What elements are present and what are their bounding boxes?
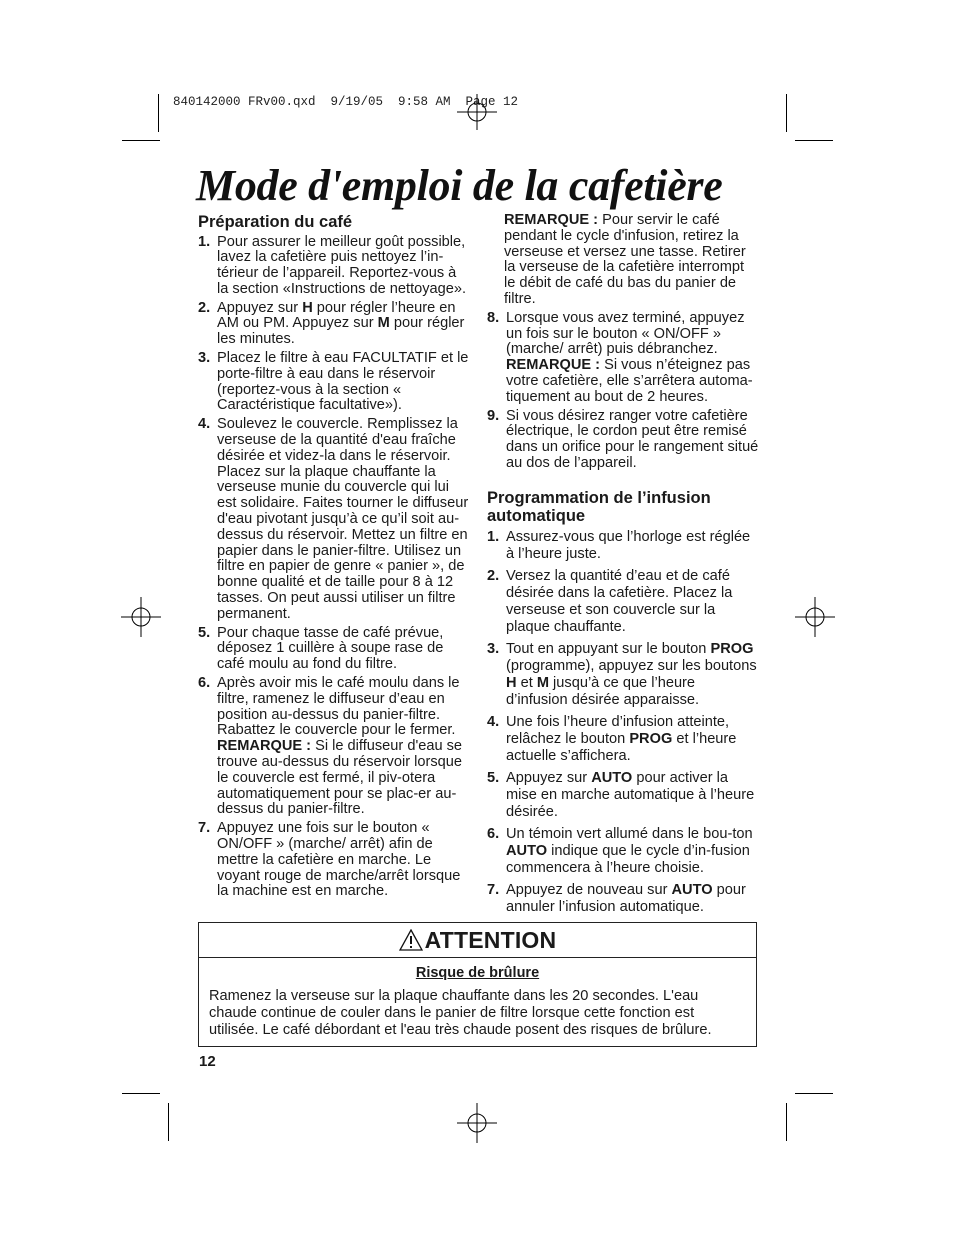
step-number: 7.: [198, 820, 211, 837]
step-number: 6.: [198, 675, 211, 692]
step-number: 1.: [487, 528, 500, 545]
preparation-steps-list: [198, 235, 470, 901]
attention-header: [199, 923, 756, 958]
programmation-steps-list: [487, 529, 759, 916]
step-number: 6.: [487, 825, 500, 842]
registration-mark-icon: [457, 1103, 497, 1143]
registration-mark-icon: [457, 92, 497, 132]
warning-triangle-icon: [399, 929, 423, 951]
step-text: Appuyez sur: [217, 299, 303, 316]
list-item: [487, 641, 759, 709]
list-item: [198, 676, 470, 818]
page-number: 12: [199, 1053, 216, 1070]
list-item: [487, 529, 759, 563]
step-text: Assurez-vous que l’horloge est réglée à l’heure juste.: [506, 528, 751, 562]
step-text: pour activer la mise en marche automatique à l’heure désirée.: [506, 769, 755, 820]
step-text: Si vous désirez ranger votre cafetière électrique, le cordon peut être remisé dans un orifice pour le rangement situé au dos de l’appareil.: [506, 407, 759, 471]
attention-body: Ramenez la verseuse sur la plaque chauffante dans les 20 secondes. L'eau chaude continue de couler dans le panier de filtre lorsque cette fonction est utilisée. Le café débordant et l'eau très chaude posent des risques de brûlure.: [209, 988, 712, 1038]
step-number: 3.: [198, 350, 211, 367]
crop-mark: [786, 94, 787, 132]
step-text: Appuyez une fois sur le bouton « ON/OFF » (marche/ arrêt) afin de mettre la cafetière en marche. Le voyant rouge de marche/arrêt lorsque la machine est en marche.: [217, 820, 461, 900]
crop-mark: [122, 1093, 160, 1094]
button-name: H: [506, 674, 517, 691]
note-text: Si le diffuseur d'eau se trouve au-dessus du réservoir lorsque le couvercle est fermé, il piv-otera automatiquement pour se plac-er au-dessus du panier-filtre.: [217, 738, 463, 818]
note-label: REMARQUE :: [217, 738, 312, 755]
note-label: REMARQUE :: [506, 357, 601, 374]
step-number: 9.: [487, 407, 500, 424]
attention-subheading: Risque de brûlure: [415, 965, 540, 981]
step-text: Pour chaque tasse de café prévue, déposez 1 cuillère à soupe rase de café moulu au fond du filtre.: [217, 624, 444, 673]
step-text: Une fois l’heure d’infusion atteinte, relâchez le bouton: [506, 713, 730, 747]
list-item: [198, 235, 470, 298]
step-text: jusqu’à ce que l’heure d’infusion désirée apparaisse.: [506, 674, 700, 708]
step-note: [506, 358, 759, 405]
preparation-steps-continued-list: [487, 311, 759, 472]
printer-slug: 840142000 FRv00.qxd 9/19/05 9:58 AM Page 12: [173, 95, 519, 109]
registration-mark-icon: [795, 597, 835, 637]
step-note: [217, 739, 470, 818]
button-name: PROG: [629, 730, 673, 747]
step-text: Appuyez de nouveau sur: [506, 881, 672, 898]
crop-mark: [122, 140, 160, 141]
note-paragraph: [487, 213, 759, 308]
crop-mark: [795, 1093, 833, 1094]
page-title: Mode d'emploi de la cafetière: [196, 161, 723, 210]
list-item: [487, 714, 759, 765]
section-heading-preparation: Préparation du café: [198, 213, 353, 231]
step-number: 8.: [487, 309, 500, 326]
button-name: M: [377, 315, 390, 332]
list-item: [487, 770, 759, 821]
button-name: AUTO: [506, 842, 548, 859]
step-text: Versez la quantité d’eau et de café désirée dans la cafetière. Placez la verseuse et son couvercle sur la plaque chauffante.: [506, 567, 733, 635]
list-item: [487, 826, 759, 877]
step-text: Lorsque vous avez terminé, appuyez un fois sur le bouton « ON/OFF » (marche/ arrêt) puis débranchez.: [506, 309, 745, 358]
crop-mark: [168, 1103, 169, 1141]
list-item: [487, 311, 759, 406]
section-heading-programmation: Programmation de l’infusion automatique: [487, 488, 711, 526]
attention-box: [198, 922, 757, 1047]
step-text: indique que le cycle d’in-fusion commencera à l’heure choisie.: [506, 842, 750, 876]
step-text: Après avoir mis le café moulu dans le filtre, ramenez le diffuseur d’eau en position au-dessus du panier-filtre. Rabattez le couvercle pour le fermer.: [217, 675, 460, 739]
list-item: [487, 882, 759, 916]
step-text: (programme), appuyez sur les boutons: [506, 657, 757, 674]
list-item: [487, 409, 759, 472]
step-text: et: [516, 674, 537, 691]
step-text: Soulevez le couvercle. Remplissez la verseuse de la quantité d'eau fraîche désirée et videz-la dans le réservoir. Placez sur la plaque chauffante la verseuse munie du couvercle qui lui est solidaire. Faites tourner le diffuseur d'eau pivotant jusqu’à ce qu’il soit au-dessus du réservoir. Mettez un filtre en papier dans le panier-filtre. Utilisez un filtre en papier de genre « panier », de bonne qualité et de taille pour 8 à 12 tasses. On peut aussi utiliser un filtre permanent.: [217, 416, 469, 622]
crop-mark: [786, 1103, 787, 1141]
step-number: 5.: [487, 769, 500, 786]
step-number: 2.: [487, 567, 500, 584]
list-item: [487, 568, 759, 636]
step-number: 2.: [198, 299, 211, 316]
list-item: [198, 821, 470, 900]
step-number: 5.: [198, 624, 211, 641]
registration-mark-icon: [121, 597, 161, 637]
crop-mark: [158, 94, 159, 132]
button-name: PROG: [710, 640, 754, 657]
list-item: [198, 351, 470, 414]
step-number: 4.: [198, 416, 211, 433]
button-name: H: [302, 299, 313, 316]
button-name: AUTO: [591, 769, 633, 786]
step-number: 1.: [198, 233, 211, 250]
button-name: M: [536, 674, 549, 691]
step-text: pour annuler l’infusion automatique.: [506, 881, 746, 915]
step-text: Pour assurer le meilleur goût possible, lavez la cafetière puis nettoyez l’in-térieur de l’appareil. Reportez-vous à la section «Instructions de nettoyage».: [217, 233, 467, 297]
note-text: Pour servir le café pendant le cycle d'infusion, retirez la verseuse et versez une tasse. Retirer la verseuse de la cafetière interrompt le débit de café du bas du panier de filtre.: [504, 212, 746, 307]
step-text: Un témoin vert allumé dans le bou-ton: [506, 825, 753, 842]
step-text: Tout en appuyant sur le bouton: [506, 640, 711, 657]
step-text: pour régler les minutes.: [217, 315, 465, 348]
right-column: [487, 213, 759, 921]
button-name: AUTO: [671, 881, 713, 898]
list-item: [198, 417, 470, 622]
crop-mark: [795, 140, 833, 141]
note-label: REMARQUE :: [504, 212, 599, 228]
note-text: Si vous n’éteignez pas votre cafetière, elle s’arrêtera automa-tiquement au bout de 2 heures.: [506, 357, 753, 405]
list-item: [198, 626, 470, 673]
step-number: 3.: [487, 640, 500, 657]
step-text: pour régler l’heure en AM ou PM. Appuyez sur: [217, 299, 456, 332]
step-number: 4.: [487, 713, 500, 730]
left-column: [198, 213, 470, 903]
step-text: et l’heure actuelle s’affichera.: [506, 730, 737, 764]
step-text: Appuyez sur: [506, 769, 592, 786]
attention-heading: ATTENTION: [424, 926, 557, 953]
step-number: 7.: [487, 881, 500, 898]
list-item: [198, 301, 470, 348]
step-text: Placez le filtre à eau FACULTATIF et le porte-filtre à eau dans le réservoir (reportez-vous à la section « Caractéristique facultative»).: [217, 350, 469, 414]
